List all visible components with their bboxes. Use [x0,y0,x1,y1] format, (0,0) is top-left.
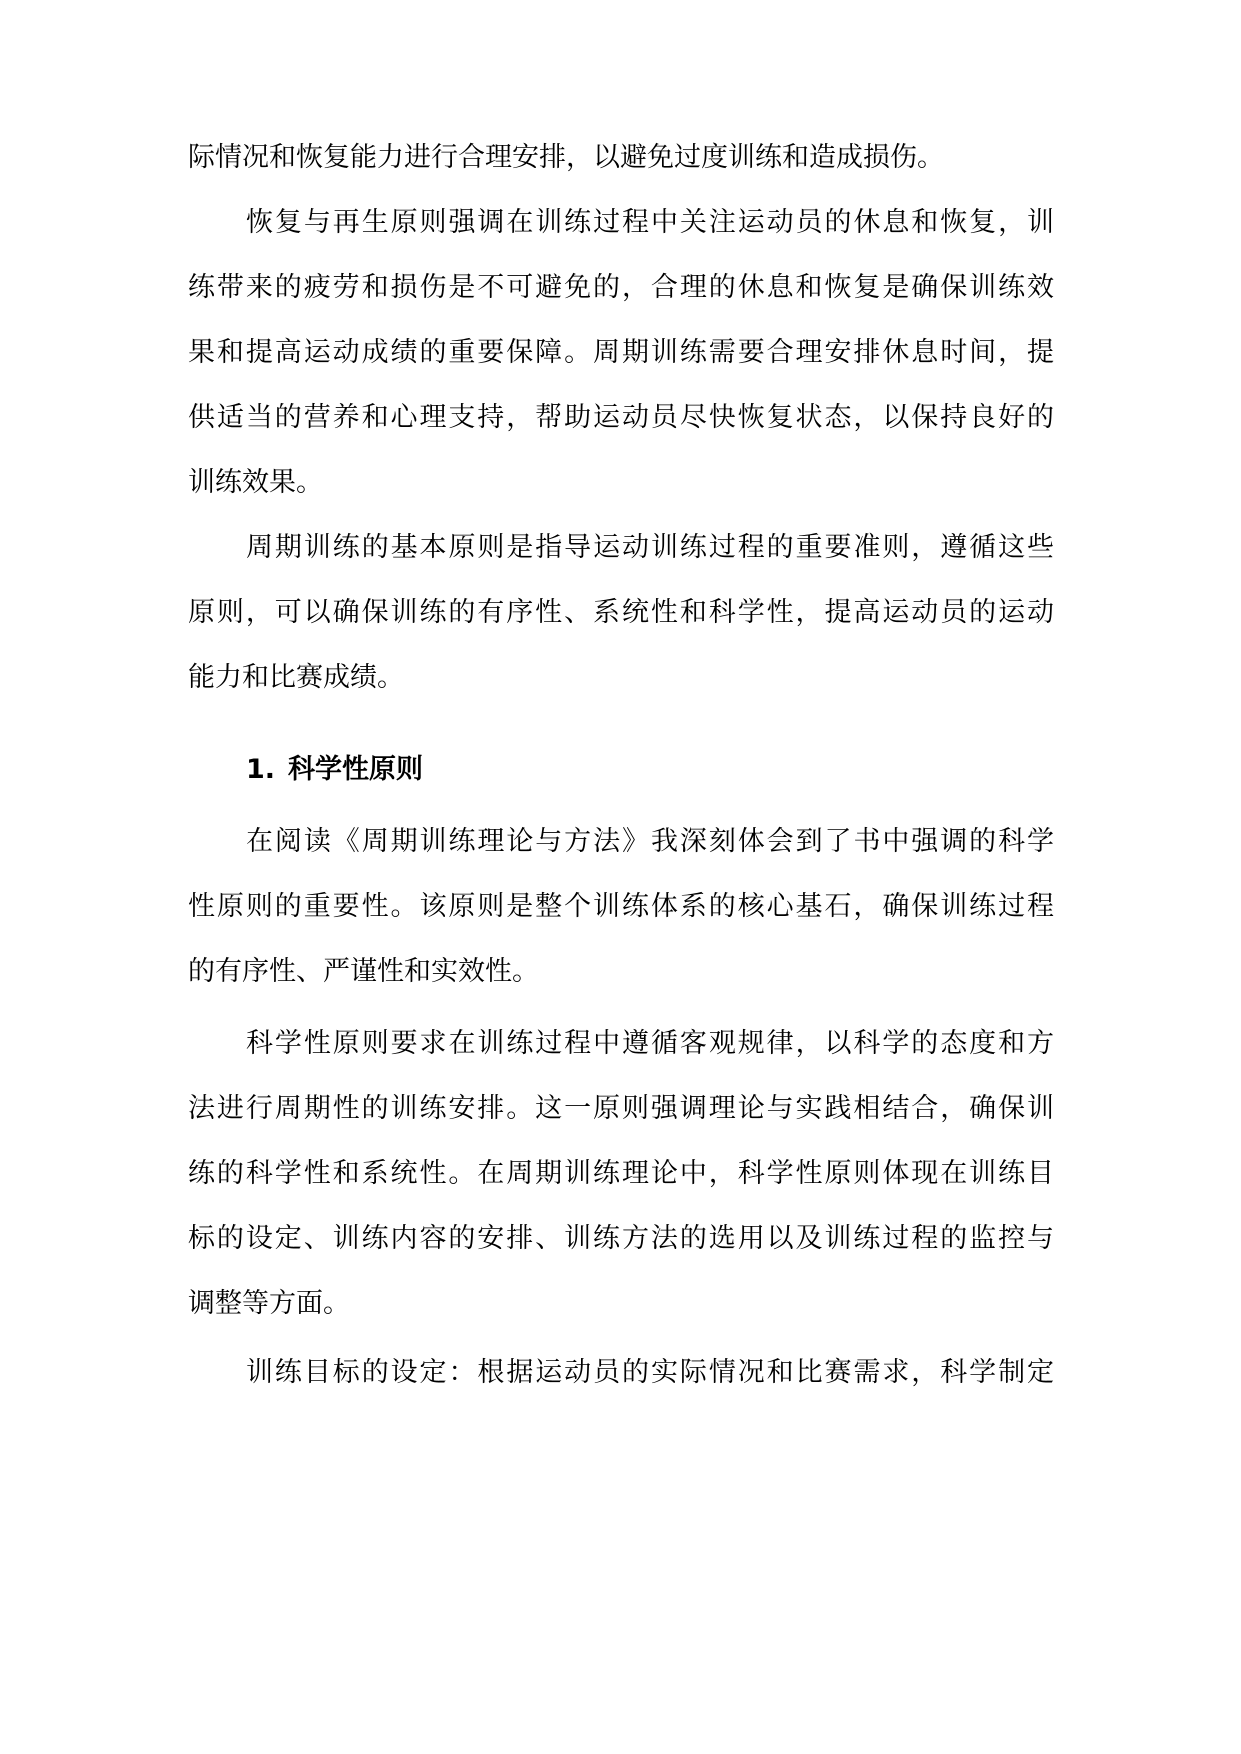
paragraph-line: 的有序性、严谨性和实效性。 [188,956,539,987]
paragraph-line: 供适当的营养和心理支持，帮助运动员尽快恢复状态，以保持良好的 [188,402,1054,433]
paragraph-line: 科学性原则要求在训练过程中遵循客观规律，以科学的态度和方 [246,1028,1054,1059]
paragraph-line: 周期训练的基本原则是指导运动训练过程的重要准则，遵循这些 [246,532,1054,563]
paragraph-line: 果和提高运动成绩的重要保障。周期训练需要合理安排休息时间，提 [188,337,1054,368]
paragraph-line: 能力和比赛成绩。 [188,662,404,693]
paragraph-line: 恢复与再生原则强调在训练过程中关注运动员的休息和恢复，训 [246,207,1054,238]
paragraph-line: 调整等方面。 [188,1288,350,1319]
paragraph-line: 练的科学性和系统性。在周期训练理论中，科学性原则体现在训练目 [188,1158,1054,1189]
paragraph-line: 性原则的重要性。该原则是整个训练体系的核心基石，确保训练过程 [188,891,1054,922]
section-title: 科学性原则 [288,754,423,785]
paragraph-line: 在阅读《周期训练理论与方法》我深刻体会到了书中强调的科学 [246,826,1054,857]
section-number: 1. [246,754,276,785]
paragraph-line: 际情况和恢复能力进行合理安排，以避免过度训练和造成损伤。 [188,142,944,173]
section-heading [246,750,423,790]
paragraph-line: 法进行周期性的训练安排。这一原则强调理论与实践相结合，确保训 [188,1093,1054,1124]
paragraph-line: 原则，可以确保训练的有序性、系统性和科学性，提高运动员的运动 [188,597,1054,628]
paragraph-line: 标的设定、训练内容的安排、训练方法的选用以及训练过程的监控与 [188,1223,1054,1254]
paragraph-line: 练带来的疲劳和损伤是不可避免的，合理的休息和恢复是确保训练效 [188,272,1054,303]
paragraph-line: 训练效果。 [188,467,323,498]
paragraph-line: 训练目标的设定：根据运动员的实际情况和比赛需求，科学制定 [246,1357,1054,1388]
